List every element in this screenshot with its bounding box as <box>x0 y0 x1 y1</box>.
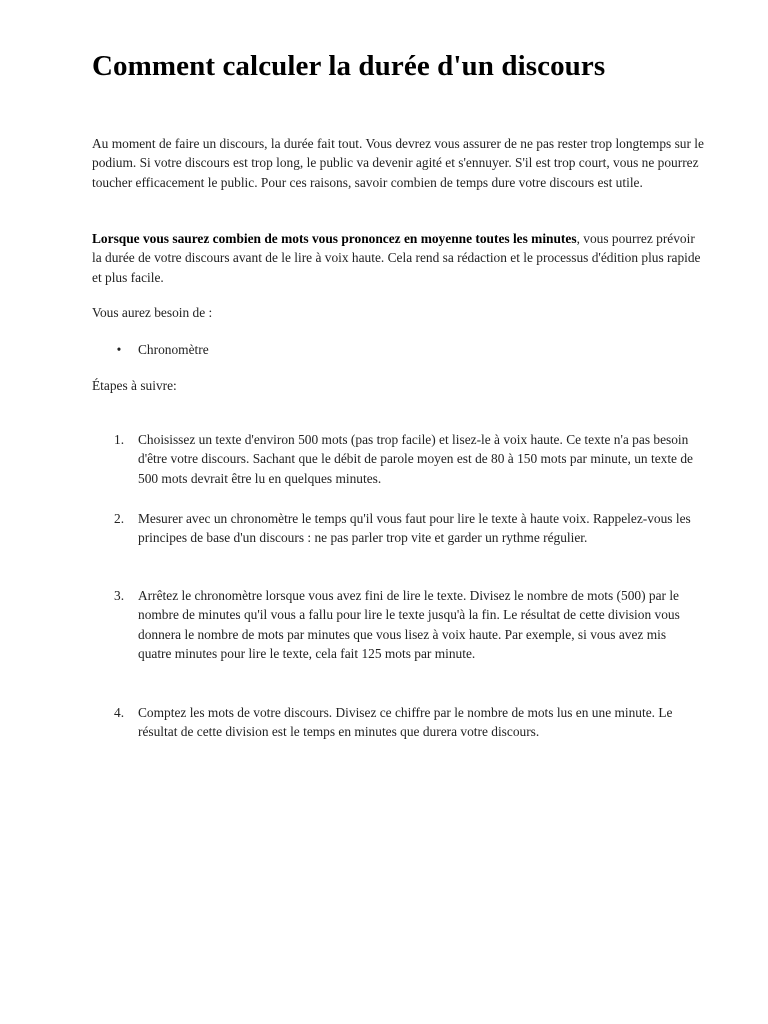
step-text: Comptez les mots de votre discours. Divisez ce chiffre par le nombre de mots lus en une minute. Le résultat de cette division est le temps en minutes que durera votre discours. <box>138 705 673 740</box>
bullet-icon: • <box>116 342 122 357</box>
step-number: 1. <box>114 432 125 447</box>
step-text: Choisissez un texte d'environ 500 mots (pas trop facile) et lisez-le à voix haute. Ce texte n'a pas besoin d'être votre discours. Sachant que le débit de parole moyen est de 80 à 150 mots par minute, un texte de 500 mots devrait être lu en quelques minutes. <box>138 432 693 486</box>
list-item-text: Chronomètre <box>138 342 209 357</box>
key-paragraph-rest: , vous pourrez prévoir la durée de votre discours avant de le lire à voix haute. Cela rend sa rédaction et le processus d'édition plus rapide et plus facile. <box>92 231 701 285</box>
step-number: 2. <box>114 511 125 526</box>
step-number: 3. <box>114 588 125 603</box>
key-paragraph <box>92 229 704 287</box>
step-number: 4. <box>114 705 125 720</box>
step-text: Arrêtez le chronomètre lorsque vous avez fini de lire le texte. Divisez le nombre de mots (500) par le nombre de minutes qu'il vous a fallu pour lire le texte jusqu'à la fin. Le résultat de cette division vous donnera le nombre de mots par minutes que vous lisez à voix haute. Par exemple, si vous avez mis quatre minutes pour lire le texte, cela fait 125 mots par minute. <box>138 588 680 661</box>
steps-heading: Étapes à suivre: <box>92 378 177 393</box>
document-title: Comment calculer la durée d'un discours <box>92 50 606 82</box>
needs-heading: Vous aurez besoin de : <box>92 305 213 320</box>
key-paragraph-bold: Lorsque vous saurez combien de mots vous prononcez en moyenne toutes les minutes <box>92 231 577 246</box>
intro-paragraph: Au moment de faire un discours, la durée fait tout. Vous devrez vous assurer de ne pas rester trop longtemps sur le podium. Si votre discours est trop long, le public va devenir agité et s'ennuyer. S'il est trop court, vous ne pourrez toucher efficacement le public. Pour ces raisons, savoir combien de temps dure votre discours est utile. <box>92 136 704 190</box>
step-text: Mesurer avec un chronomètre le temps qu'il vous faut pour lire le texte à haute voix. Rappelez-vous les principes de base d'un discours : ne pas parler trop vite et garder un rythme régulier. <box>138 511 691 546</box>
